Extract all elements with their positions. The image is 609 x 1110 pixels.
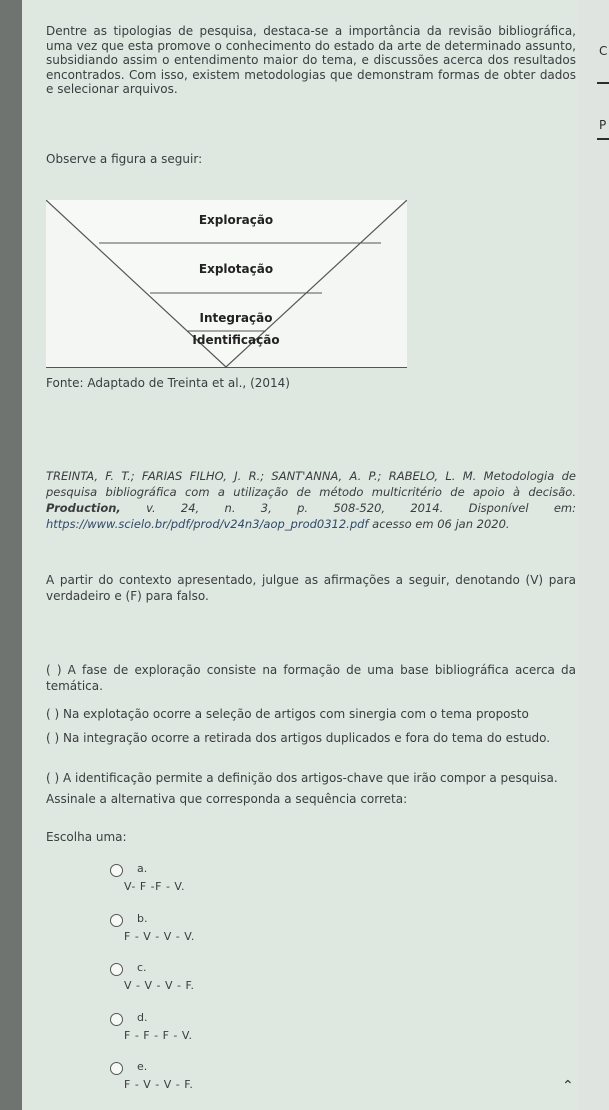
chevron-up-icon[interactable]: ⌃ xyxy=(562,1078,574,1094)
level-identificacao: Identificação xyxy=(192,333,280,347)
option-a-text: V- F -F - V. xyxy=(124,880,186,893)
observe-label: Observe a figura a seguir: xyxy=(46,152,203,166)
option-b-text: F - V - V - V. xyxy=(124,930,195,943)
statement-2: ( ) Na explotação ocorre a seleção de artigos com sinergia com o tema proposto xyxy=(46,707,529,721)
option-d-text: F - F - F - V. xyxy=(124,1029,193,1042)
edge-dash-1 xyxy=(597,82,609,84)
edge-mark-middle: P xyxy=(599,118,607,132)
option-e-letter: e. xyxy=(137,1060,148,1073)
option-a-letter: a. xyxy=(137,862,148,875)
reference xyxy=(46,468,576,532)
intro-paragraph: Dentre as tipologias de pesquisa, destaca-se a importância da revisão bibliográfica, uma vez que esta promove o conhecimento do estado da arte de determinado assunto, subsidiando assim o entendimento maior do tema, e discussões acerca dos resultados encontrados. Com isso, existem metodologias que demonstram formas de obter dados e selecionar arquivos. xyxy=(46,24,576,96)
reference-authors: TREINTA, F. T.; FARIAS FILHO, J. R.; SANT'ANNA, A. P.; RABELO, L. M. Metodologia de pesquisa bibliográfica com a utilização de método multicritério de apoio à decisão. xyxy=(46,469,576,499)
reference-url[interactable]: https://www.scielo.br/pdf/prod/v24n3/aop_prod0312.pdf xyxy=(46,517,369,531)
radio-e[interactable] xyxy=(110,1062,123,1075)
radio-b[interactable] xyxy=(110,914,123,927)
edge-mark-top: C xyxy=(599,44,608,58)
figure-source: Fonte: Adaptado de Treinta et al., (2014) xyxy=(46,376,290,390)
option-a[interactable] xyxy=(110,862,310,902)
reference-details: v. 24, n. 3, p. 508-520, 2014. Disponível em: xyxy=(146,501,576,515)
context-text: A partir do contexto apresentado, julgue as afirmações a seguir, denotando (V) para verdadeiro e (F) para falso. xyxy=(46,573,576,603)
instruction: Assinale a alternativa que corresponda a sequência correta: xyxy=(46,792,408,806)
level-integracao: Integração xyxy=(199,311,273,325)
radio-a[interactable] xyxy=(110,864,123,877)
option-c-text: V - V - V - F. xyxy=(124,979,195,992)
reference-access: acesso em 06 jan 2020. xyxy=(372,517,510,531)
question-content xyxy=(46,24,576,1091)
option-e-text: F - V - V - F. xyxy=(124,1078,194,1091)
statement-3: ( ) Na integração ocorre a retirada dos artigos duplicados e fora do tema do estudo. xyxy=(46,731,551,745)
edge-dash-2 xyxy=(597,138,609,140)
option-d-letter: d. xyxy=(137,1011,148,1024)
statement-4: ( ) A identificação permite a definição dos artigos-chave que irão compor a pesquisa. xyxy=(46,771,558,785)
question-panel xyxy=(22,0,579,1110)
option-b-letter: b. xyxy=(137,912,148,925)
option-d[interactable] xyxy=(110,1011,310,1051)
choose-label: Escolha uma: xyxy=(46,830,127,844)
right-edge-strip xyxy=(578,0,609,1110)
reference-journal: Production, xyxy=(46,501,121,515)
funnel-figure xyxy=(46,200,407,368)
level-exploracao: Exploração xyxy=(198,213,274,227)
option-c[interactable] xyxy=(110,961,310,1001)
level-explotacao: Explotação xyxy=(198,262,274,276)
option-b[interactable] xyxy=(110,912,310,952)
option-e[interactable] xyxy=(110,1060,310,1100)
radio-d[interactable] xyxy=(110,1013,123,1026)
radio-c[interactable] xyxy=(110,963,123,976)
option-c-letter: c. xyxy=(137,961,147,974)
statement-1: ( ) A fase de exploração consiste na formação de uma base bibliográfica acerca da temática. xyxy=(46,663,576,693)
